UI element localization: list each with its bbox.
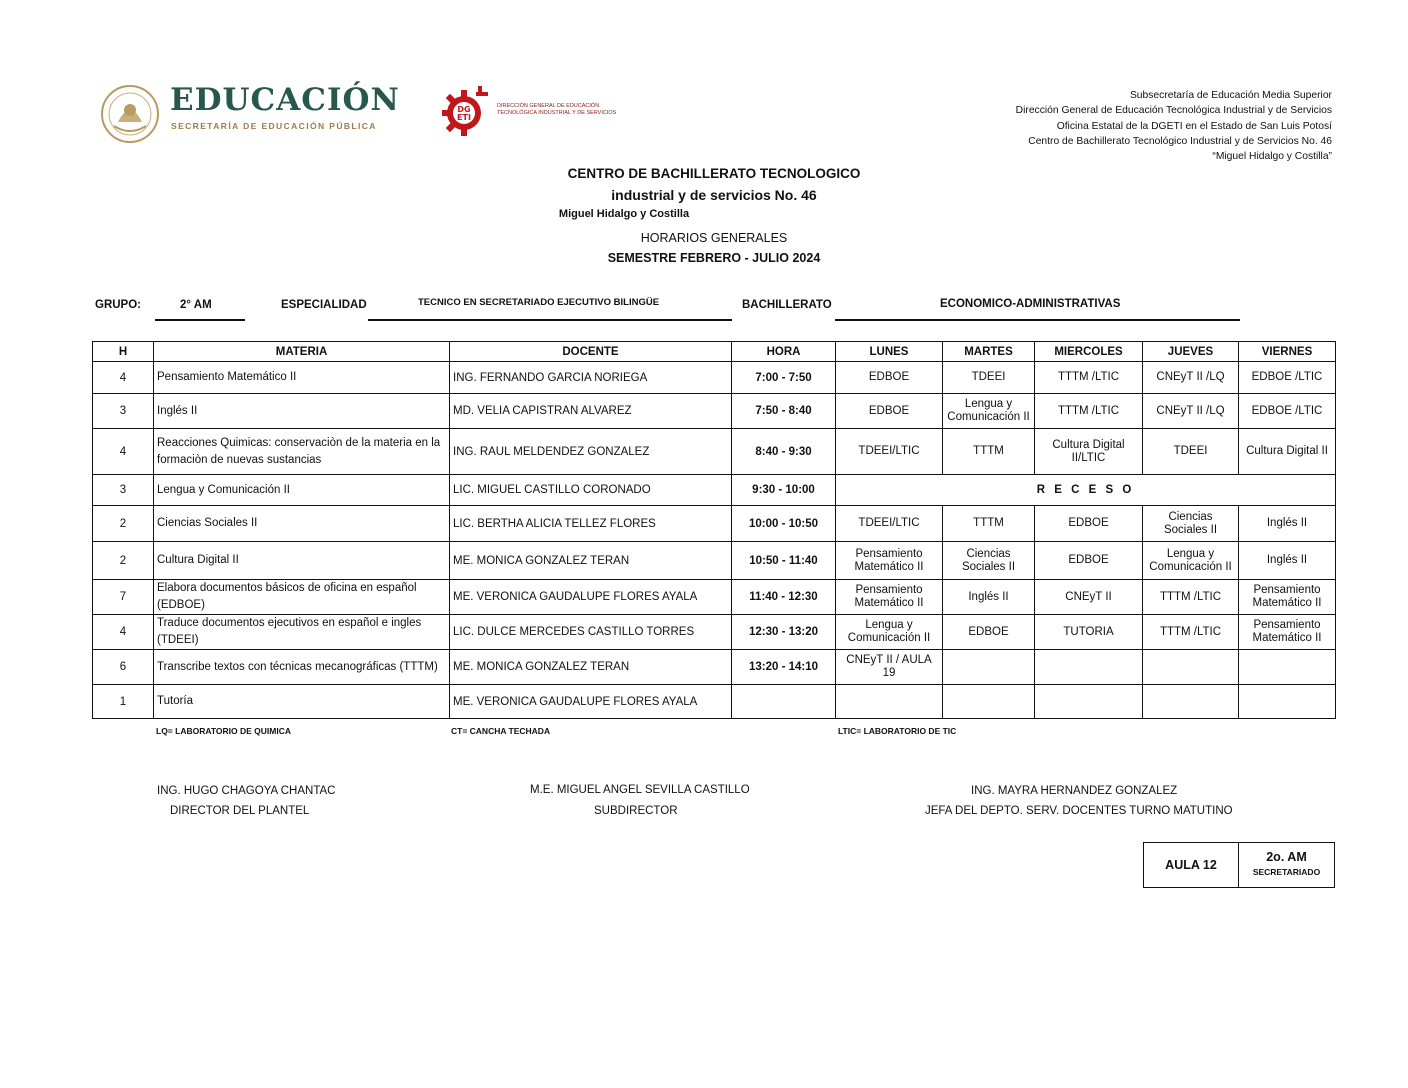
column-header: LUNES	[836, 342, 943, 362]
dgeti-gear-logo	[442, 86, 490, 138]
especialidad-underline	[368, 319, 732, 321]
monday-cell: EDBOE	[836, 362, 943, 394]
hours-cell: 4	[93, 615, 154, 650]
monday-cell: Pensamiento Matemático II	[836, 542, 943, 580]
header-line: “Miguel Hidalgo y Costilla”	[1212, 151, 1332, 163]
director-title: DIRECTOR DEL PLANTEL	[170, 805, 310, 817]
teacher-cell: ME. MONICA GONZALEZ TERAN	[450, 650, 732, 685]
monday-cell: Lengua y Comunicación II	[836, 615, 943, 650]
school-subtitle: industrial y de servicios No. 46	[611, 187, 817, 203]
column-header: HORA	[732, 342, 836, 362]
time-cell: 7:00 - 7:50	[732, 362, 836, 394]
table-row	[93, 362, 1336, 394]
tuesday-cell: TTTM	[943, 429, 1035, 475]
tuesday-cell: EDBOE	[943, 615, 1035, 650]
thursday-cell: TDEEI	[1143, 429, 1239, 475]
tuesday-cell: Ciencias Sociales II	[943, 542, 1035, 580]
subject-cell: Inglés II	[154, 394, 450, 429]
column-header: VIERNES	[1239, 342, 1336, 362]
time-cell: 13:20 - 14:10	[732, 650, 836, 685]
wednesday-cell: TTTM /LTIC	[1035, 394, 1143, 429]
national-seal-logo	[100, 84, 160, 144]
tuesday-cell	[943, 650, 1035, 685]
subject-cell: Reacciones Quimicas: conservaciòn de la materia en la formaciòn de nuevas sustancias	[154, 429, 450, 475]
teacher-cell: ME. VERONICA GAUDALUPE FLORES AYALA	[450, 685, 732, 719]
career-value: SECRETARIADO	[1252, 867, 1321, 877]
subject-cell: Elabora documentos básicos de oficina en español (EDBOE)	[154, 580, 450, 615]
monday-cell	[836, 685, 943, 719]
time-cell: 10:00 - 10:50	[732, 506, 836, 542]
semester-title: SEMESTRE FEBRERO - JULIO 2024	[607, 251, 821, 265]
subject-cell: Lengua y Comunicación II	[154, 475, 450, 506]
wednesday-cell: EDBOE	[1035, 542, 1143, 580]
grupo-underline	[155, 319, 245, 321]
monday-cell: EDBOE	[836, 394, 943, 429]
dgeti-text-line: TECNOLÓGICA INDUSTRIAL Y DE SERVICIOS	[497, 110, 617, 116]
bachillerato-label: BACHILLERATO	[742, 299, 832, 311]
teacher-cell: ME. VERONICA GAUDALUPE FLORES AYALA	[450, 580, 732, 615]
table-row	[93, 580, 1336, 615]
table-row	[93, 650, 1336, 685]
header-line: Subsecretaría de Educación Media Superior	[1129, 90, 1332, 101]
subject-cell: Ciencias Sociales II	[154, 506, 450, 542]
tuesday-cell	[943, 685, 1035, 719]
teacher-cell: LIC. MIGUEL CASTILLO CORONADO	[450, 475, 732, 506]
table-row	[93, 685, 1336, 719]
table-row	[93, 394, 1336, 429]
friday-cell: Pensamiento Matemático II	[1239, 615, 1336, 650]
group-label	[1239, 843, 1335, 888]
time-cell: 9:30 - 10:00	[732, 475, 836, 506]
table-row	[93, 429, 1336, 475]
wednesday-cell	[1035, 650, 1143, 685]
teacher-cell: LIC. DULCE MERCEDES CASTILLO TORRES	[450, 615, 732, 650]
schedule-title: HORARIOS GENERALES	[640, 231, 788, 245]
friday-cell	[1239, 685, 1336, 719]
thursday-cell	[1143, 685, 1239, 719]
teacher-cell: ING. RAUL MELDENDEZ GONZALEZ	[450, 429, 732, 475]
column-header: JUEVES	[1143, 342, 1239, 362]
teacher-cell: LIC. BERTHA ALICIA TELLEZ FLORES	[450, 506, 732, 542]
header-line: Oficina Estatal de la DGETI en el Estado de San Luis Potosí	[1056, 120, 1332, 132]
bachillerato-value: ECONOMICO-ADMINISTRATIVAS	[940, 298, 1121, 310]
friday-cell: EDBOE /LTIC	[1239, 394, 1336, 429]
dgeti-text-line: DIRECCIÓN GENERAL DE EDUCACIÓN	[497, 103, 600, 109]
wednesday-cell: CNEyT II	[1035, 580, 1143, 615]
time-cell: 12:30 - 13:20	[732, 615, 836, 650]
thursday-cell: CNEyT II /LQ	[1143, 394, 1239, 429]
header-line: Dirección General de Educación Tecnológica Industrial y de Servicios	[1015, 105, 1332, 117]
hours-cell: 4	[93, 429, 154, 475]
tuesday-cell: Inglés II	[943, 580, 1035, 615]
time-cell	[732, 685, 836, 719]
teacher-cell: ME. MONICA GONZALEZ TERAN	[450, 542, 732, 580]
table-row	[93, 615, 1336, 650]
friday-cell: Inglés II	[1239, 542, 1336, 580]
dgeti-logo-text	[497, 103, 616, 117]
legend-ct: CT= CANCHA TECHADA	[451, 726, 551, 736]
especialidad-value: TECNICO EN SECRETARIADO EJECUTIVO BILINGÜE	[418, 297, 660, 308]
subject-cell: Tutoría	[154, 685, 450, 719]
wednesday-cell: Cultura Digital II/LTIC	[1035, 429, 1143, 475]
subdirector-title: SUBDIRECTOR	[594, 805, 678, 817]
friday-cell: Inglés II	[1239, 506, 1336, 542]
subject-cell: Transcribe textos con técnicas mecanográficas (TTTM)	[154, 650, 450, 685]
header-line: Centro de Bachillerato Tecnológico Industrial y de Servicios No. 46	[1028, 135, 1332, 147]
friday-cell: Cultura Digital II	[1239, 429, 1336, 475]
hours-cell: 2	[93, 542, 154, 580]
legend-ltic: LTIC= LABORATORIO DE TIC	[838, 726, 957, 736]
thursday-cell: TTTM /LTIC	[1143, 615, 1239, 650]
table-row	[93, 542, 1336, 580]
monday-cell: CNEyT II / AULA 19	[836, 650, 943, 685]
wednesday-cell: EDBOE	[1035, 506, 1143, 542]
column-header: MIERCOLES	[1035, 342, 1143, 362]
column-header: MARTES	[943, 342, 1035, 362]
svg-text:ETI: ETI	[457, 113, 471, 122]
time-cell: 10:50 - 11:40	[732, 542, 836, 580]
tuesday-cell: TDEEI	[943, 362, 1035, 394]
thursday-cell: CNEyT II /LQ	[1143, 362, 1239, 394]
school-name: Miguel Hidalgo y Costilla	[558, 208, 690, 220]
column-header: DOCENTE	[450, 342, 732, 362]
monday-cell: TDEEI/LTIC	[836, 506, 943, 542]
institution-header	[1016, 88, 1332, 164]
school-title: CENTRO DE BACHILLERATO TECNOLOGICO	[567, 166, 861, 181]
wednesday-cell: TUTORIA	[1035, 615, 1143, 650]
subject-cell: Traduce documentos ejecutivos en español e ingles (TDEEI)	[154, 615, 450, 650]
subject-cell: Cultura Digital II	[154, 542, 450, 580]
time-cell: 11:40 - 12:30	[732, 580, 836, 615]
friday-cell: Pensamiento Matemático II	[1239, 580, 1336, 615]
monday-cell: TDEEI/LTIC	[836, 429, 943, 475]
education-logo-subtitle: SECRETARÍA DE EDUCACIÓN PÚBLICA	[171, 121, 377, 131]
classroom-box	[1143, 842, 1335, 888]
thursday-cell: TTTM /LTIC	[1143, 580, 1239, 615]
classroom-label: AULA 12	[1144, 843, 1239, 888]
especialidad-label: ESPECIALIDAD	[281, 299, 367, 311]
time-cell: 8:40 - 9:30	[732, 429, 836, 475]
group-value: 2o. AM	[1266, 850, 1307, 864]
thursday-cell	[1143, 650, 1239, 685]
grupo-label: GRUPO:	[95, 299, 141, 311]
thursday-cell: Lengua y Comunicación II	[1143, 542, 1239, 580]
tuesday-cell: TTTM	[943, 506, 1035, 542]
department-head-title: JEFA DEL DEPTO. SERV. DOCENTES TURNO MATUTINO	[925, 805, 1233, 817]
hours-cell: 2	[93, 506, 154, 542]
tuesday-cell: Lengua y Comunicación II	[943, 394, 1035, 429]
teacher-cell: ING. FERNANDO GARCIA NORIEGA	[450, 362, 732, 394]
column-header: MATERIA	[154, 342, 450, 362]
wednesday-cell: TTTM /LTIC	[1035, 362, 1143, 394]
hours-cell: 7	[93, 580, 154, 615]
friday-cell	[1239, 650, 1336, 685]
time-cell: 7:50 - 8:40	[732, 394, 836, 429]
hours-cell: 3	[93, 394, 154, 429]
hours-cell: 1	[93, 685, 154, 719]
hours-cell: 6	[93, 650, 154, 685]
subdirector-name: M.E. MIGUEL ANGEL SEVILLA CASTILLO	[530, 784, 750, 796]
director-name: ING. HUGO CHAGOYA CHANTAC	[157, 785, 336, 797]
education-logo-text: EDUCACIÓN	[170, 82, 400, 118]
svg-text:DG: DG	[457, 105, 471, 114]
grupo-value: 2° AM	[180, 299, 212, 311]
thursday-cell: Ciencias Sociales II	[1143, 506, 1239, 542]
table-row	[93, 506, 1336, 542]
wednesday-cell	[1035, 685, 1143, 719]
hours-cell: 3	[93, 475, 154, 506]
teacher-cell: MD. VELIA CAPISTRAN ALVAREZ	[450, 394, 732, 429]
break-cell: R E C E S O	[836, 475, 1336, 506]
monday-cell: Pensamiento Matemático II	[836, 580, 943, 615]
table-row	[93, 475, 1336, 506]
schedule-table	[92, 341, 1336, 719]
friday-cell: EDBOE /LTIC	[1239, 362, 1336, 394]
hours-cell: 4	[93, 362, 154, 394]
subject-cell: Pensamiento Matemático II	[154, 362, 450, 394]
bachillerato-underline	[835, 319, 1240, 321]
department-head-name: ING. MAYRA HERNANDEZ GONZALEZ	[971, 785, 1178, 797]
legend-lq: LQ= LABORATORIO DE QUIMICA	[156, 726, 291, 736]
column-header: H	[93, 342, 154, 362]
table-header-row	[93, 342, 1336, 362]
